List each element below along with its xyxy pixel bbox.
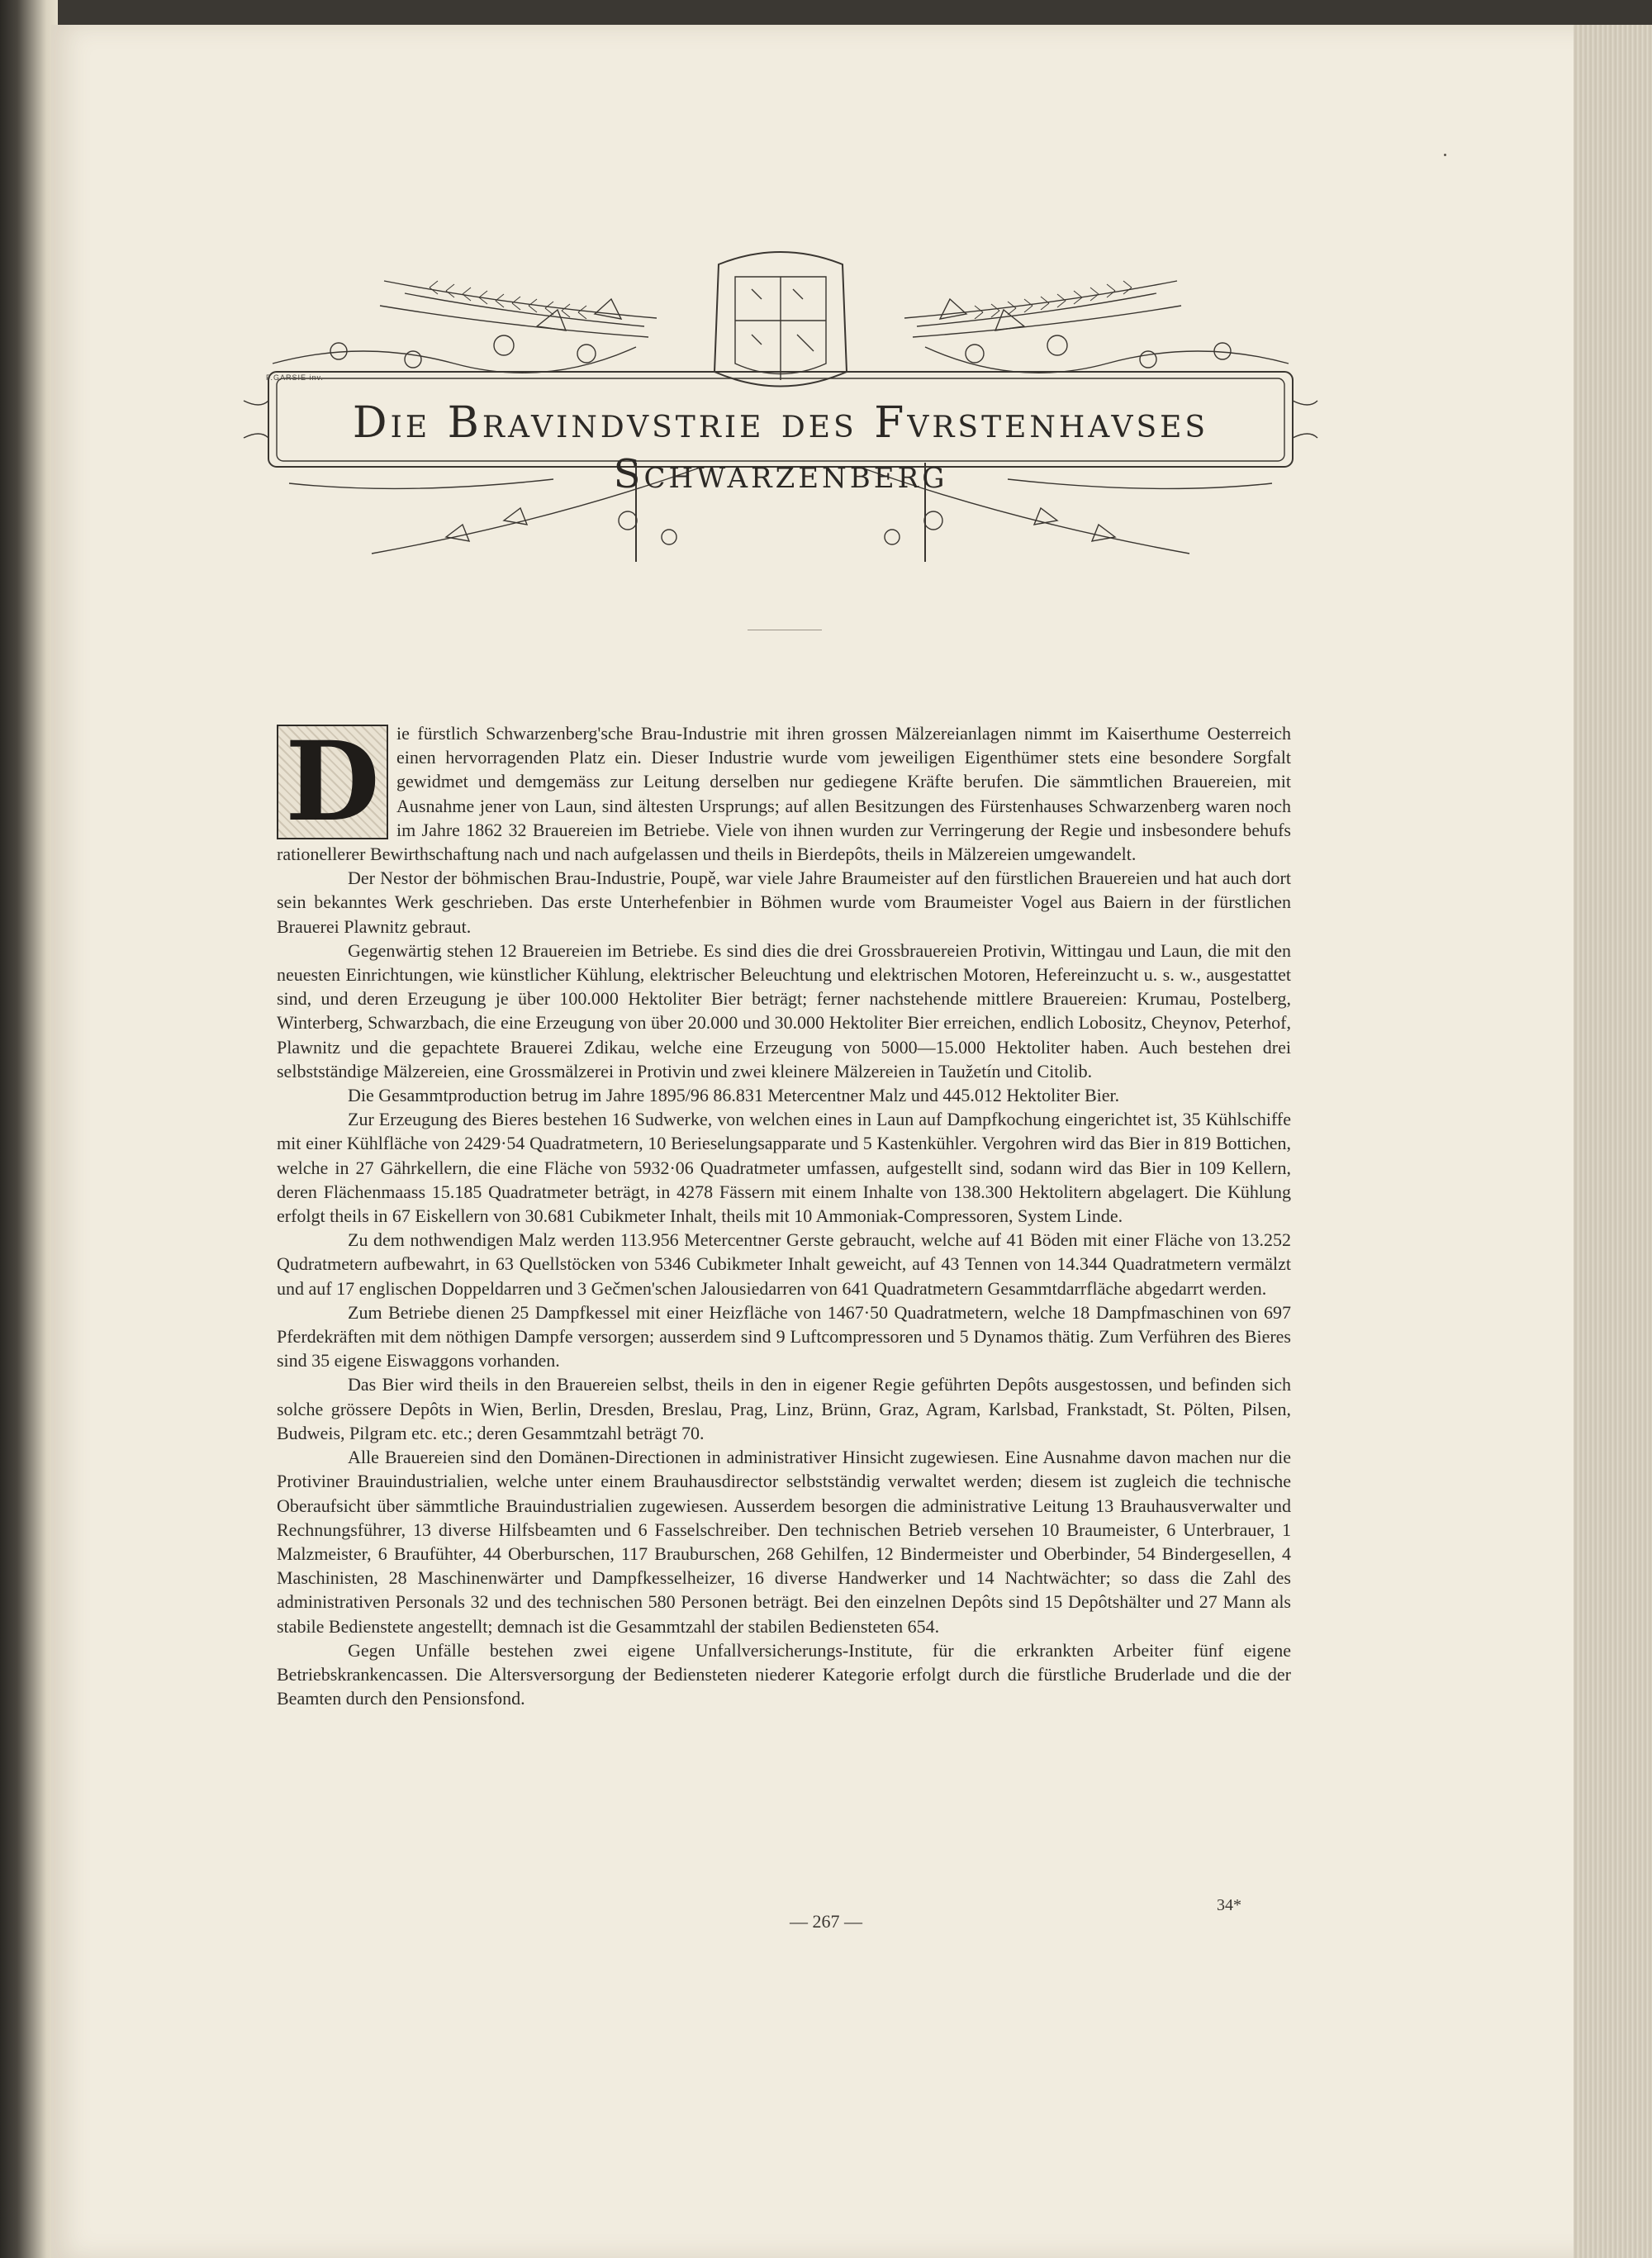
paragraph-8: Das Bier wird theils in den Brauereien selbst, theils in den in eigener Regie geführten Depôts ausgestossen, und befinden sich solche grössere Depôts in Wien, Berlin, Dresden, Breslau, Prag, Linz, Brünn, Graz, Agram, Karlsbad, Frankstadt, St. Pölten, Pilsen, Budweis, Pilgram etc. etc.; deren Gesammtzahl beträgt 70. (277, 1374, 1291, 1443)
paragraph-4: Die Gesammtproduction betrug im Jahre 1895/96 86.831 Metercentner Malz und 445.012 Hektoliter Bier. (348, 1085, 1120, 1106)
article-body (277, 717, 1291, 1710)
page-title: Die Bravindvstrie des Fvrstenhavses (352, 398, 1209, 448)
page-title-subline: Schwarzenberg (613, 451, 948, 497)
paragraph-2: Der Nestor der böhmischen Brau-Industrie, Poupě, war viele Jahre Braumeister auf den fürstlichen Brauereien und hat auch dort sein bekanntes Werk geschrieben. Das erste Unterhefenbier in Böhmen wurde vom Braumeister Vogel aus Baiern in der fürstlichen Brauerei Plawnitz gebraut. (277, 868, 1291, 937)
paragraph-1: ie fürstlich Schwarzenberg'sche Brau-Industrie mit ihren grossen Mälzereianlagen nimmt im Kaiserthume Oesterreich einen hervorragenden Platz ein. Dieser Industrie wurde vom jeweiligen Eigenthümer stets eine besondere Sorgfalt gewidmet und demgemäss zur Leitung derselben nur gediegene Kräfte berufen. Die sämmtlichen Brauereien, mit Ausnahme jener von Laun, sind ältesten Ursprungs; auf allen Besitzungen des Fürstenhauses Schwarzenberg waren noch im Jahre 1862 32 Brauereien im Betriebe. Viele von ihnen wurden zur Verringerung der Regie und insbesondere behufs rationellerer Bewirthschaftung nach und nach aufgelassen und theils in Bierdepôts, theils in Mälzereien umgewandelt. (277, 723, 1291, 865)
paragraph-7: Zum Betriebe dienen 25 Dampfkessel mit einer Heizfläche von 1467·50 Quadratmetern, welche 18 Dampfmaschinen von 697 Pferdekräften mit dem nöthigen Dampfe versorgen; ausserdem sind 9 Luftcompressoren und 5 Dynamos thätig. Zum Verführen des Bieres sind 35 eigene Eiswaggons vorhanden. (277, 1301, 1291, 1371)
dropcap-letter: D (285, 717, 380, 846)
paragraph-9: Alle Brauereien sind den Domänen-Directionen in administrativer Hinsicht zugewiesen. Eine Ausnahme davon machen nur die Protiviner Brauindustrialien, welche unter einem Brauhausdirector selbstständig verwaltet werden; diesem ist zugleich die technische Oberaufsicht über sämmtliche Brauindustrialien zugewiesen. Ausserdem besorgen die administrative Leitung 13 Brauhausverwalter und Rechnungsführer, 13 diverse Hilfsbeamten und 6 Fasselschreiber. Den technischen Betrieb versehen 10 Braumeister, 6 Unterbrauer, 1 Malzmeister, 6 Braufühter, 44 Oberburschen, 117 Brauburschen, 268 Gehilfen, 12 Bindermeister und Oberbinder, 54 Bindergesellen, 4 Maschinisten, 28 Maschinenwärter und Dampfkesselheizer, 16 diverse Handwerker und 14 Nachtwächter; so dass die Zahl des administrativen Personals 32 und des technischen 580 Personen beträgt. Bei den einzelnen Depôts sind 15 Depôtshälter und 27 Mann als stabile Bedienstete angestellt; demnach ist die Gesammtzahl der stabilen Bediensteten 654. (277, 1447, 1291, 1637)
page-number: — 267 — (790, 1911, 862, 1932)
paragraph-3: Gegenwärtig stehen 12 Brauereien im Betriebe. Es sind dies die drei Grossbrauereien Protivin, Wittingau und Laun, die mit den neuesten Einrichtungen, wie künstlicher Kühlung, elektrischer Beleuchtung und elektrischen Motoren, Hefereinzucht u. s. w., ausgestattet sind, und deren Erzeugung je über 100.000 Hektoliter Bier beträgt; ferner nachstehende mittlere Brauereien: Krumau, Postelberg, Winterberg, Schwarzbach, die eine Erzeugung von über 20.000 und 30.000 Hektoliter Bier erreichen, endlich Lobositz, Cheynov, Peterhof, Plawnitz und die gepachtete Brauerei Zdikau, welche eine Erzeugung von 5000—15.000 Hektoliter haben. Auch bestehen drei selbstständige Mälzereien, eine Grossmälzerei in Protivin und zwei kleinere Mälzereien in Taužetín und Citolib. (277, 939, 1291, 1081)
paragraph-10: Gegen Unfälle bestehen zwei eigene Unfallversicherungs-Institute, für die erkrankten Arbeiter fünf eigene Betriebskrankencassen. Die Altersversorgung der Bediensteten niederer Kategorie erfolgt durch die fürstliche Bruderlade und die der Beamten durch den Pensionsfond. (277, 1639, 1291, 1709)
signature-mark: 34* (1217, 1896, 1241, 1914)
ink-spot (1444, 154, 1446, 156)
paragraph-5: Zur Erzeugung des Bieres bestehen 16 Sudwerke, von welchen eines in Laun auf Dampfkochung eingerichtet ist, 35 Kühlschiffe mit einer Kühlfläche von 2429·54 Quadratmetern, 10 Berieselungsapparate und 5 Kastenkühler. Vergohren wird das Bier in 819 Bottichen, welche in 27 Gährkellern, die eine Fläche von 5932·06 Quadratmeter umfassen, aufgestellt sind, sodann wird das Bier in 109 Kellern, deren Flächenmaass 15.185 Quadratmeter beträgt, in 4278 Fässern mit einem Inhalte von 138.300 Hektolitern abgelagert. Die Kühlung erfolgt theils in 67 Eiskellern von 30.681 Cubikmeter Inhalt, theils mit 10 Ammoniak-Compressoren, System Linde. (277, 1109, 1291, 1227)
ornamental-dropcap (277, 717, 388, 846)
paragraph-6: Zu dem nothwendigen Malz werden 113.956 Metercentner Gerste gebraucht, welche auf 41 Böden mit einer Fläche von 13.252 Qudratmetern aufbewahrt, in 63 Quellstöcken von 5346 Cubikmeter Inhalt geweicht, auf 43 Tennen von 14.344 Quadratmetern vermälzt und auf 17 englischen Doppeldarren und 3 Gečmen'schen Jalousiedarren von 641 Quadratmetern Gesammtdarrfläche abgedarrt werden. (277, 1229, 1291, 1299)
artist-signature: F.GARSIE inv. (266, 373, 324, 382)
